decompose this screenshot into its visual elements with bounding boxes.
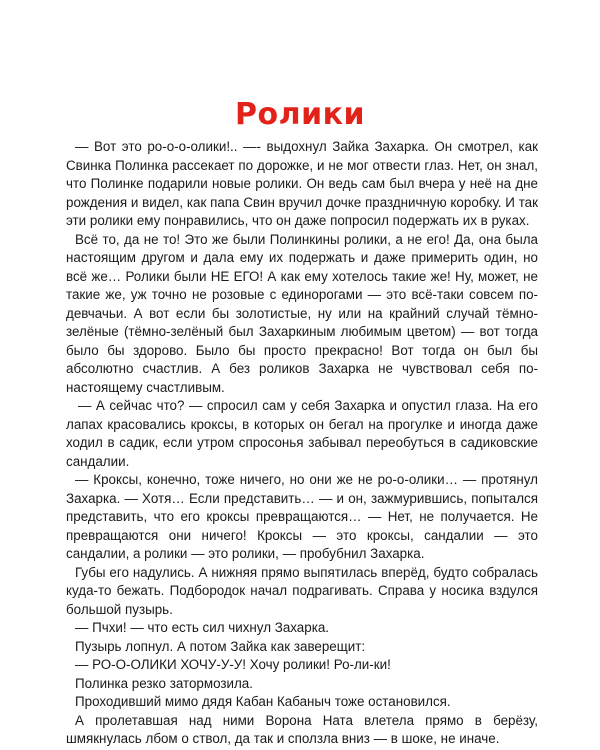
paragraph: Губы его надулись. А нижняя прямо выпятилась вперёд, будто собралась куда-то бежать. Подбородок начал подрагивать. Справа у носика вздулся большой пузырь. — [66, 564, 538, 617]
story-title: Ролики — [235, 97, 365, 132]
paragraph: Проходивший мимо дядя Кабан Кабаныч тоже остановился. — [75, 694, 451, 709]
paragraph: Полинка резко затормозила. — [75, 675, 253, 691]
paragraph: — Кроксы, конечно, тоже ничего, но они же не ро-о-олики… — протянул Захарка. — Хотя… Если представить… — и он, зажмурившись, попытался представить, что его кроксы превращаются… — Нет, не получается. Не превращаются они ничего! Кроксы — это кроксы, сандалии — это сандалии, а ролики — это ролики, — пробубнил Захарка. — [66, 472, 538, 561]
paragraph: — Пчхи! — что есть сил чихнул Захарка. — [75, 620, 330, 635]
paragraph: — А сейчас что? — спросил сам у себя Захарка и опустил глаза. На его лапах красовались кроксы, в которых он бегал на прогулке и иногда даже ходил в садик, если утром спросонья забывал переобуться в садиковские сандалии. — [66, 398, 538, 469]
story-text — [66, 138, 538, 749]
paragraph: Всё то, да не то! Это же были Полинкины ролики, а не его! Да, она была настоящим другом и дала ему их подержать и даже примерить один, но всё же… Ролики были НЕ ЕГО! А как ему хотелось такие же! Ну, может, не такие же, уж точно не розовые с единорогами — это всё-таки совсем по-девчачьи. А вот если бы золотистые, ну или на крайний случай тёмно-зелёные (тёмно-зелёный был Захаркиным любимым цветом) — вот тогда было бы здорово. Было бы просто прекрасно! Вот тогда он был бы абсолютно счастлив. А без роликов Захарка не чувствовал себя по-настоящему счастливым. — [66, 231, 538, 395]
paragraph: А пролетавшая над ними Ворона Ната влетела прямо в берёзу, шмякнулась лбом о ствол, да так и сползла вниз — в шоке, не иначе. — [66, 712, 538, 746]
paragraph: Пузырь лопнул. А потом Зайка как заверещит: — [75, 638, 366, 654]
paragraph: — Вот это ро-о-о-олики!.. —- выдохнул Зайка Захарка. Он смотрел, как Свинка Полинка рассекает по дорожке, и не мог отвести глаз. Нет, он знал, что Полинке подарили новые ролики. Он ведь сам был вчера у неё на дне рождения и видел, как папа Свин вручил дочке праздничную коробку. И так эти ролики ему понравились, что он даже попросил подержать их в руках. — [66, 139, 538, 228]
paragraph: — РО-О-ОЛИКИ ХОЧУ-У-У! Хочу ролики! Ро-ли-ки! — [75, 657, 391, 672]
